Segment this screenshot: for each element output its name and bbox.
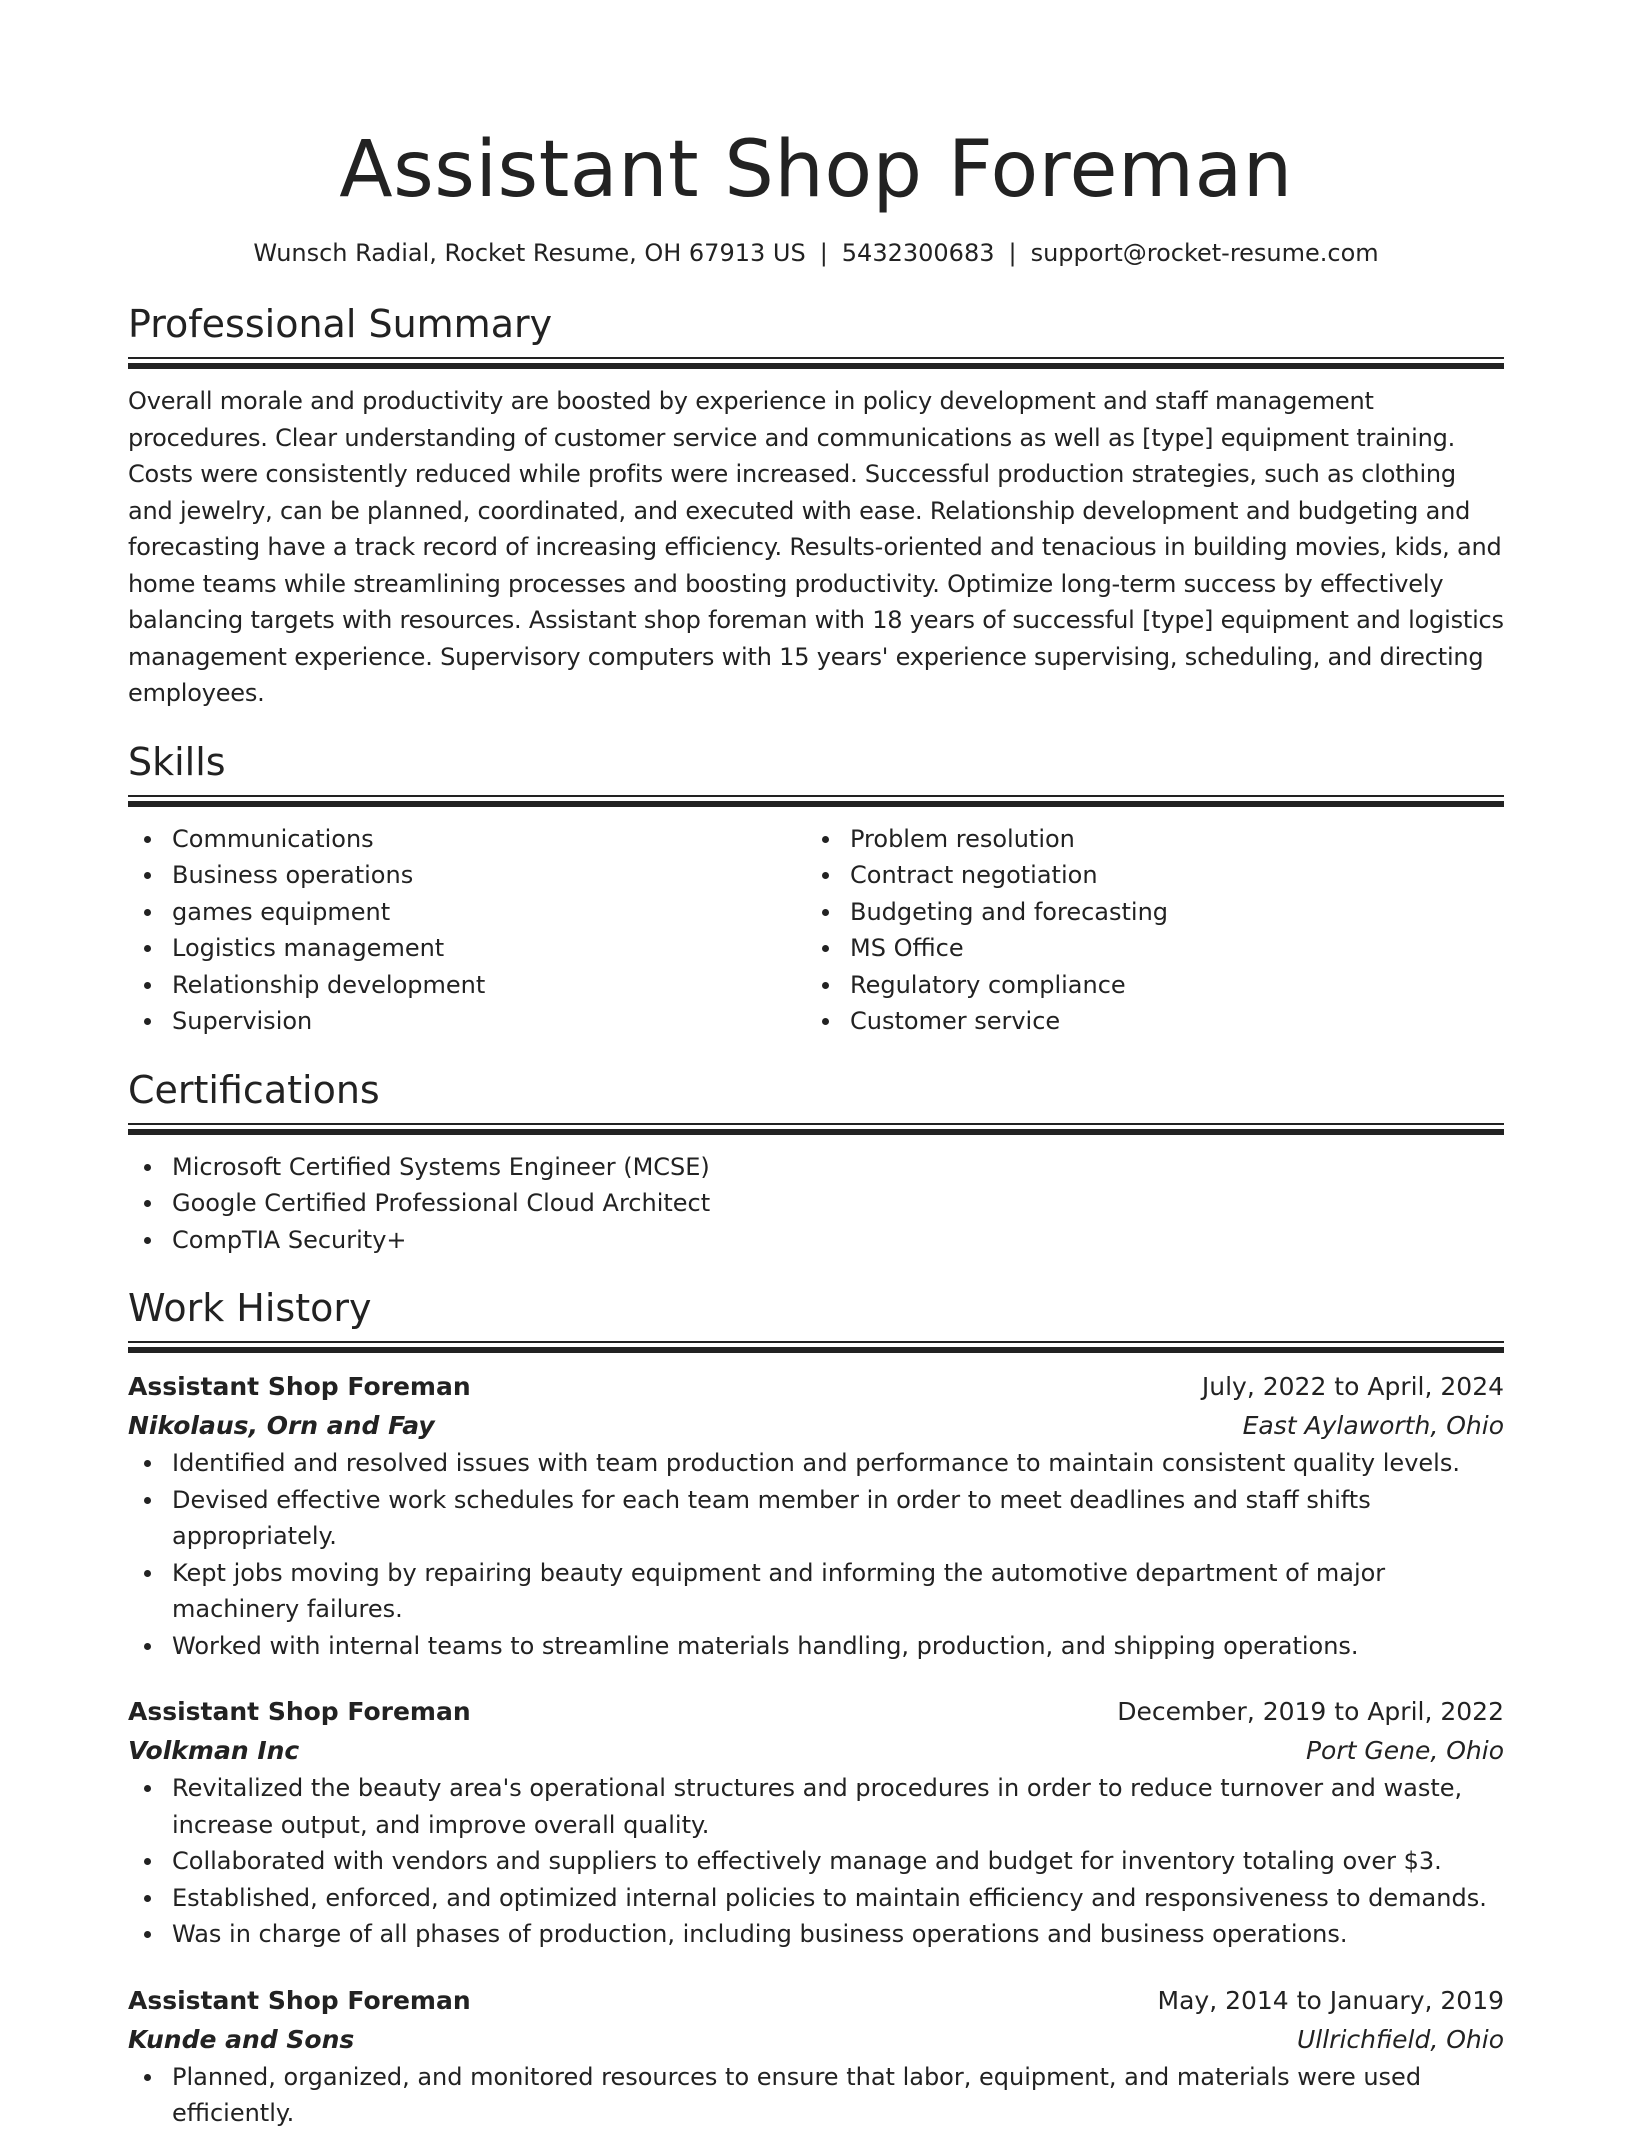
job-subheader bbox=[128, 1406, 1504, 1445]
job-dates: July, 2022 to April, 2024 bbox=[1201, 1372, 1504, 1401]
contact-phone: 5432300683 bbox=[841, 239, 995, 267]
skills-columns bbox=[128, 821, 1504, 1040]
skill-item: Logistics management bbox=[128, 930, 806, 967]
skill-item: Supervision bbox=[128, 1003, 806, 1040]
certification-item: Microsoft Certified Systems Engineer (MCSE) bbox=[128, 1149, 1504, 1186]
certification-item: CompTIA Security+ bbox=[128, 1222, 1504, 1259]
job-title: Assistant Shop Foreman bbox=[128, 1985, 471, 2015]
job-header bbox=[128, 1367, 1504, 1406]
skills-list-right bbox=[806, 821, 1484, 1040]
job-bullet: Identified and resolved issues with team production and performance to maintain consistent quality levels. bbox=[128, 1445, 1504, 1482]
skills-section bbox=[128, 738, 1504, 1040]
job-bullet: Planned, organized, and monitored resources to ensure that labor, equipment, and materials were used efficiently. bbox=[128, 2059, 1504, 2132]
job-location: East Aylaworth, Ohio bbox=[1242, 1411, 1504, 1440]
section-title-certifications: Certifications bbox=[128, 1067, 380, 1112]
section-divider bbox=[128, 795, 1504, 807]
job-location: Port Gene, Ohio bbox=[1305, 1736, 1504, 1765]
job-entry bbox=[128, 1981, 1504, 2132]
contact-separator: | bbox=[819, 239, 828, 267]
skill-item: Communications bbox=[128, 821, 806, 858]
job-bullet: Devised effective work schedules for each team member in order to meet deadlines and staff shifts appropriately. bbox=[128, 1482, 1504, 1555]
job-company: Nikolaus, Orn and Fay bbox=[128, 1411, 435, 1440]
job-bullets bbox=[128, 1445, 1504, 1664]
certification-item: Google Certified Professional Cloud Architect bbox=[128, 1185, 1504, 1222]
skill-item: Relationship development bbox=[128, 967, 806, 1004]
job-header bbox=[128, 1981, 1504, 2020]
skill-item: Contract negotiation bbox=[806, 857, 1484, 894]
section-title-work-history: Work History bbox=[128, 1286, 372, 1330]
skill-item: Budgeting and forecasting bbox=[806, 894, 1484, 931]
skill-item: Problem resolution bbox=[806, 821, 1484, 858]
job-bullet: Was in charge of all phases of production, including business operations and business operations. bbox=[128, 1916, 1504, 1953]
resume-page bbox=[128, 0, 1504, 2132]
section-title-skills: Skills bbox=[128, 739, 226, 784]
section-divider bbox=[128, 1123, 1504, 1135]
job-subheader bbox=[128, 1731, 1504, 1770]
job-bullet: Established, enforced, and optimized internal policies to maintain efficiency and responsiveness to demands. bbox=[128, 1880, 1504, 1917]
summary-text: Overall morale and productivity are boosted by experience in policy development and staff management procedures. Clear understanding of customer service and communications as well as [type] equipment training. Costs were consistently reduced while profits were increased. Successful production strategies, such as clothing and jewelry, can be planned, coordinated, and executed with ease. Relationship development and budgeting and forecasting have a track record of increasing efficiency. Results-oriented and tenacious in building movies, kids, and home teams while streamlining processes and boosting productivity. Optimize long-term success by effectively balancing targets with resources. Assistant shop foreman with 18 years of successful [type] equipment and logistics management experience. Supervisory computers with 15 years' experience supervising, scheduling, and directing employees. bbox=[128, 387, 1504, 707]
skills-list-left bbox=[128, 821, 806, 1040]
contact-line bbox=[128, 236, 1504, 270]
job-header bbox=[128, 1692, 1504, 1731]
skill-item: Business operations bbox=[128, 857, 806, 894]
job-bullet: Worked with internal teams to streamline materials handling, production, and shipping operations. bbox=[128, 1628, 1504, 1665]
contact-email[interactable]: support@rocket-resume.com bbox=[1030, 239, 1379, 267]
job-dates: May, 2014 to January, 2019 bbox=[1157, 1985, 1504, 2015]
certifications-list bbox=[128, 1149, 1504, 1259]
job-location: Ullrichfield, Ohio bbox=[1296, 2024, 1504, 2054]
job-title: Assistant Shop Foreman bbox=[128, 1697, 471, 1726]
section-title-summary: Professional Summary bbox=[128, 302, 553, 346]
skill-item: Regulatory compliance bbox=[806, 967, 1484, 1004]
resume-name: Assistant Shop Foreman bbox=[339, 125, 1293, 215]
job-bullets bbox=[128, 1770, 1504, 1953]
job-company: Kunde and Sons bbox=[128, 2024, 355, 2054]
work-history-section bbox=[128, 1284, 1504, 2132]
job-subheader bbox=[128, 2020, 1504, 2059]
job-bullet: Collaborated with vendors and suppliers to effectively manage and budget for inventory totaling over $3. bbox=[128, 1843, 1504, 1880]
section-divider bbox=[128, 357, 1504, 369]
job-bullets bbox=[128, 2059, 1504, 2132]
contact-address: Wunsch Radial, Rocket Resume, OH 67913 US bbox=[253, 239, 806, 267]
job-title: Assistant Shop Foreman bbox=[128, 1372, 471, 1401]
job-entry bbox=[128, 1367, 1504, 1664]
certifications-section bbox=[128, 1066, 1504, 1259]
contact-separator: | bbox=[1008, 239, 1017, 267]
job-bullet: Revitalized the beauty area's operational structures and procedures in order to reduce turnover and waste, increase output, and improve overall quality. bbox=[128, 1770, 1504, 1843]
job-company: Volkman Inc bbox=[128, 1736, 300, 1765]
skill-item: games equipment bbox=[128, 894, 806, 931]
skill-item: Customer service bbox=[806, 1003, 1484, 1040]
section-divider bbox=[128, 1341, 1504, 1353]
job-entry bbox=[128, 1692, 1504, 1953]
summary-section bbox=[128, 300, 1504, 712]
job-bullet: Kept jobs moving by repairing beauty equipment and informing the automotive department of major machinery failures. bbox=[128, 1555, 1504, 1628]
skill-item: MS Office bbox=[806, 930, 1484, 967]
job-dates: December, 2019 to April, 2022 bbox=[1117, 1697, 1504, 1726]
